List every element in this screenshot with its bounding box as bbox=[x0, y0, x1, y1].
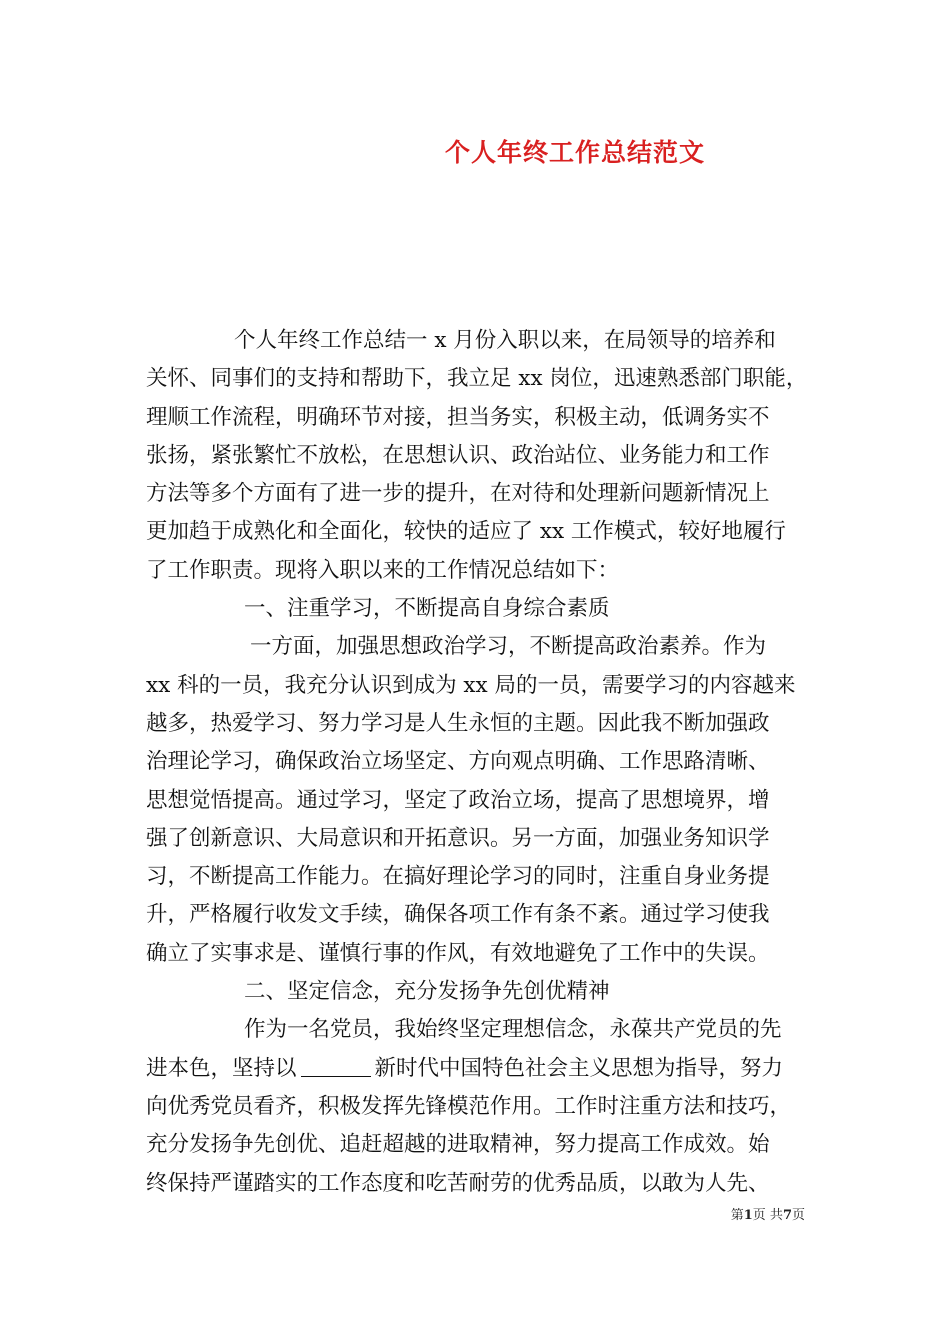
paragraph-line: 终保持严谨踏实的工作态度和吃苦耐劳的优秀品质，以敢为人先、 bbox=[146, 1170, 770, 1196]
paragraph-line: 更加趋于成熟化和全面化，较快的适应了 xx 工作模式，较好地履行 bbox=[146, 519, 786, 545]
text-segment: 进本色，坚持以 bbox=[146, 1055, 297, 1081]
document-body bbox=[146, 322, 810, 1203]
blank-underline bbox=[301, 1052, 371, 1077]
paragraph-line: 个人年终工作总结一 x 月份入职以来，在局领导的培养和 bbox=[234, 328, 776, 353]
paragraph-line: 习，不断提高工作能力。在搞好理论学习的同时，注重自身业务提 bbox=[146, 864, 770, 890]
page-footer: 第1页 共7页 bbox=[730, 1208, 805, 1223]
paragraph-line: 一方面，加强思想政治学习，不断提高政治素养。作为 bbox=[250, 634, 767, 660]
text-segment: 新时代中国特色社会主义思想为指导，努力 bbox=[374, 1055, 784, 1081]
paragraph-line: 方法等多个方面有了进一步的提升，在对待和处理新问题新情况上 bbox=[146, 481, 770, 507]
paragraph-line: 思想觉悟提高。通过学习，坚定了政治立场，提高了思想境界，增 bbox=[146, 787, 770, 813]
paragraph-line: 治理论学习，确保政治立场坚定、方向观点明确、工作思路清晰、 bbox=[146, 749, 770, 775]
paragraph-line: 关怀、同事们的支持和帮助下，我立足 xx 岗位，迅速熟悉部门职能， bbox=[146, 366, 808, 392]
paragraph-line: 越多，热爱学习、努力学习是人生永恒的主题。因此我不断加强政 bbox=[146, 710, 770, 736]
document-title: 个人年终工作总结范文 bbox=[444, 138, 705, 167]
paragraph-line: 了工作职责。现将入职以来的工作情况总结如下： bbox=[146, 557, 620, 583]
paragraph-line: 理顺工作流程，明确环节对接，担当务实，积极主动，低调务实不 bbox=[146, 404, 770, 430]
total-pages: 7 bbox=[782, 1208, 792, 1223]
paragraph-line: 升，严格履行收发文手续，确保各项工作有条不紊。通过学习使我 bbox=[146, 902, 770, 928]
page-number: 1 bbox=[743, 1208, 753, 1223]
paragraph-line: 张扬，紧张繁忙不放松，在思想认识、政治站位、业务能力和工作 bbox=[146, 442, 770, 468]
section-heading: 一、注重学习，不断提高自身综合素质 bbox=[244, 596, 610, 622]
paragraph-line: 向优秀党员看齐，积极发挥先锋模范作用。工作时注重方法和技巧， bbox=[146, 1093, 792, 1119]
paragraph-line bbox=[146, 1050, 810, 1088]
section-heading: 二、坚定信念，充分发扬争先创优精神 bbox=[244, 979, 610, 1005]
paragraph-line: xx 科的一员，我充分认识到成为 xx 局的一员，需要学习的内容越来 bbox=[146, 672, 796, 698]
paragraph-line: 强了创新意识、大局意识和开拓意识。另一方面，加强业务知识学 bbox=[146, 825, 770, 851]
paragraph-line: 确立了实事求是、谨慎行事的作风，有效地避免了工作中的失误。 bbox=[146, 940, 770, 966]
paragraph-line: 充分发扬争先创优、追赶超越的进取精神，努力提高工作成效。始 bbox=[146, 1132, 770, 1158]
paragraph-line: 作为一名党员，我始终坚定理想信念，永葆共产党员的先 bbox=[244, 1017, 782, 1043]
